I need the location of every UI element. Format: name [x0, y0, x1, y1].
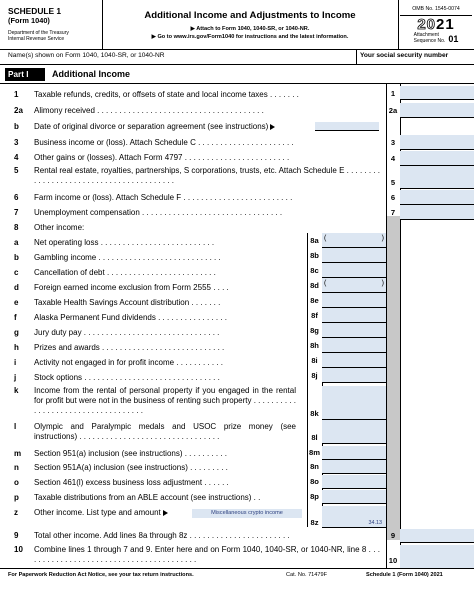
line-text: Section 461(l) excess business loss adjustment . . . . . . [34, 478, 229, 487]
line-7 [0, 208, 474, 223]
line-8m-amount[interactable] [322, 446, 386, 460]
tax-year [400, 16, 472, 33]
line-5 [0, 166, 474, 188]
line-8e-amount[interactable] [322, 293, 386, 308]
part-header [0, 65, 474, 84]
arrow-icon [163, 510, 168, 516]
footer-form-id-text: Schedule 1 (Form 1040) 2021 [366, 572, 443, 578]
line-number: 4 [14, 153, 19, 162]
close-paren: ) [381, 235, 384, 242]
line-text: Gambling income . . . . . . . . . . . . . . . . . . . . . . . . . . . . [34, 253, 221, 262]
line-text: Alimony received . . . . . . . . . . . . . . . . . . . . . . . . . . . . . . . . . . . . . . [34, 106, 264, 115]
line-text: Other gains or (losses). Attach Form 4797 . . . . . . . . . . . . . . . . . . . . . . . . [34, 153, 290, 162]
line-box: 9 [390, 531, 396, 540]
line-text: Foreign earned income exclusion from Form 2555 . . . . [34, 283, 229, 292]
line-3-amount[interactable] [400, 135, 474, 150]
line-text: Prizes and awards . . . . . . . . . . . . . . . . . . . . . . . . . . . . [34, 343, 225, 352]
line-text: Unemployment compensation . . . . . . . . . . . . . . . . . . . . . . . . . . . . . . . . [34, 208, 283, 217]
line-8z-amount-value: 34.13 [368, 520, 382, 526]
line-box: 8l [311, 433, 318, 442]
line-8n-amount[interactable] [322, 460, 386, 474]
line-letter: i [14, 358, 17, 367]
line-box: 8a [310, 236, 319, 245]
line-box: 10 [388, 556, 398, 565]
line-box: 5 [390, 178, 396, 187]
line-8n [0, 463, 474, 478]
line-box: 4 [390, 154, 396, 163]
line-8z-amount[interactable] [322, 506, 386, 528]
line-letter: a [14, 238, 19, 247]
line-8g [0, 328, 474, 343]
line-letter: k [14, 386, 19, 395]
part-title: Additional Income [52, 69, 131, 79]
line-8c [0, 268, 474, 283]
line-8a [0, 235, 474, 253]
line-text: Business income or (loss). Attach Schedule C . . . . . . . . . . . . . . . . . . . . . . [34, 138, 294, 147]
line-text: Stock options . . . . . . . . . . . . . . . . . . . . . . . . . . . . . . . [34, 373, 220, 382]
arrow-icon [270, 124, 275, 130]
line-letter: j [14, 373, 17, 382]
attachment-label: Attachment [413, 32, 439, 38]
omb-block [400, 6, 472, 44]
line-8c-amount[interactable] [322, 263, 386, 278]
line-7-amount[interactable] [400, 205, 474, 220]
line-box: 8h [310, 341, 319, 350]
line-box: 8b [310, 251, 319, 260]
form-header [0, 0, 474, 50]
header-divider [398, 0, 399, 50]
line-text: Alaska Permanent Fund dividends . . . . . . . . . . . . . . . . [34, 313, 227, 322]
line-4-amount[interactable] [400, 151, 474, 166]
line-box: 1 [390, 89, 396, 98]
name-row [0, 50, 474, 65]
department-name: Department of the Treasury [8, 30, 69, 36]
line-box: 8e [310, 296, 319, 305]
sequence-block [400, 33, 472, 44]
line-2a [0, 106, 474, 121]
line-10-amount[interactable] [400, 545, 474, 568]
line-8h-amount[interactable] [322, 338, 386, 353]
line-box: 8o [310, 477, 319, 486]
line-text: Section 951A(a) inclusion (see instructions) . . . . . . . . . [34, 463, 228, 472]
line-number: 6 [14, 193, 19, 202]
sequence-number: 01 [448, 33, 459, 44]
schedule-title: SCHEDULE 1 [8, 6, 62, 16]
line-text: Olympic and Paralympic medals and USOC prize money (see instructions) . . . . . . . . . . . . . . . . . . . . . . . . . . . . . . . . [34, 422, 296, 441]
line-text: Total other income. Add lines 8a through 8z . . . . . . . . . . . . . . . . . . . . . . . [34, 531, 290, 540]
department [8, 30, 100, 42]
line-box: 8p [310, 492, 319, 501]
part-badge: Part I [5, 68, 45, 81]
line-number: 2a [14, 106, 23, 115]
line-text: Taxable refunds, credits, or offsets of state and local income taxes . . . . . . . [34, 90, 299, 99]
line-letter: b [14, 253, 19, 262]
goto-instruction: ▶ Go to www.irs.gov/Form1040 for instructions and the latest information. [151, 33, 349, 40]
line-8b [0, 253, 474, 268]
line-letter: d [14, 283, 19, 292]
line-text: Net operating loss . . . . . . . . . . . . . . . . . . . . . . . . . . [34, 238, 215, 247]
line-6-amount[interactable] [400, 190, 474, 205]
attach-instruction: ▶ Attach to Form 1040, 1040-SR, or 1040-NR. [190, 26, 310, 32]
line-box: 7 [390, 208, 396, 217]
line-1-amount[interactable] [400, 86, 474, 100]
line-9 [0, 531, 474, 545]
line-8f [0, 313, 474, 328]
line-letter: h [14, 343, 19, 352]
form-footer [0, 568, 474, 582]
line-8l-amount[interactable] [322, 420, 386, 444]
line-text [34, 508, 168, 518]
line-number: 1 [14, 90, 19, 99]
line-8k [0, 386, 474, 420]
line-text: Farm income or (loss). Attach Schedule F . . . . . . . . . . . . . . . . . . . . . . . . . [34, 193, 293, 202]
line-2a-amount[interactable] [400, 103, 474, 118]
line-box: 8m [309, 448, 320, 457]
line-8o [0, 478, 474, 493]
line-5-amount[interactable] [400, 166, 474, 189]
line-text: Activity not engaged in for profit income . . . . . . . . . . . [34, 358, 223, 367]
line-number: 10 [14, 545, 23, 554]
line-8m [0, 449, 474, 464]
open-paren: ( [324, 235, 327, 242]
line-8l [0, 422, 474, 444]
line-8i-amount[interactable] [322, 353, 386, 368]
year-suffix: 21 [436, 16, 455, 33]
line-letter: c [14, 268, 19, 277]
irs-name: Internal Revenue Service [8, 36, 65, 43]
line-box: 2a [388, 106, 398, 115]
line-text: Jury duty pay . . . . . . . . . . . . . . . . . . . . . . . . . . . . . . . [34, 328, 220, 337]
line-text: Income from the rental of personal property if you engaged in the rental for profit but were not in the business of renting such property . . . . . . . . . . . . . . . . . . . . . . . . . . . . . . . . . . . [34, 386, 296, 415]
line-box: 8c [310, 266, 319, 275]
line-8e [0, 298, 474, 313]
form-title: Additional Income and Adjustments to Income [144, 10, 356, 21]
line-text: Taxable distributions from an ABLE account (see instructions) . . [34, 493, 261, 502]
open-paren: ( [324, 280, 327, 287]
line-8a-amount[interactable] [322, 233, 386, 248]
line-number: 9 [14, 531, 19, 540]
name-field-label: Name(s) shown on Form 1040, 1040-SR, or 1040-NR [8, 52, 165, 59]
line-box: 8d [310, 281, 319, 290]
line-letter: o [14, 478, 19, 487]
omb-number: OMB No. 1545-0074 [400, 6, 472, 16]
line-8p-amount[interactable] [322, 490, 386, 504]
line-box: 8z [310, 518, 319, 527]
footer-cat-number: Cat. No. 71479F [286, 572, 328, 578]
line-text: Rental real estate, royalties, partnerships, S corporations, trusts, etc. Attach Schedule E . . . . . . . . . . . . . . . . . . . . . . . . . . . . . . . . . . . . . . . . [34, 166, 380, 185]
line-letter: m [14, 449, 22, 458]
line-text: Combine lines 1 through 7 and 9. Enter here and on Form 1040, 1040-SR, or 1040-NR, line 8 . . . . . . . . . . . . . . . . . . . . . . . . . . . . . . . . . . . . . . . . [34, 545, 380, 564]
line-8z [0, 508, 474, 528]
line-box: 8j [311, 371, 318, 380]
line-8 [0, 223, 474, 235]
line-letter: n [14, 463, 19, 472]
close-paren: ) [381, 280, 384, 287]
line-text [34, 122, 275, 132]
line-8d-amount[interactable] [322, 278, 386, 293]
line-8j-amount[interactable] [322, 368, 386, 383]
line-8k-amount[interactable] [322, 386, 386, 420]
line-letter: z [14, 508, 18, 517]
line-letter: g [14, 328, 19, 337]
year-prefix: 20 [417, 16, 436, 33]
line-8o-amount[interactable] [322, 475, 386, 489]
line-text: Cancellation of debt . . . . . . . . . . . . . . . . . . . . . . . . . [34, 268, 216, 277]
line-8z-text: Other income. List type and amount [34, 508, 161, 517]
line-8h [0, 343, 474, 358]
line-text: Taxable Health Savings Account distribution . . . . . . . [34, 298, 221, 307]
line-text: Other income: [34, 223, 85, 232]
line-number: b [14, 122, 19, 131]
footer-form-id [366, 572, 443, 578]
line-8i [0, 358, 474, 373]
line-box: 6 [390, 193, 396, 202]
line-8p [0, 493, 474, 508]
line-box: 3 [390, 138, 396, 147]
line-8g-amount[interactable] [322, 323, 386, 338]
line-letter: e [14, 298, 19, 307]
sequence-labels [414, 33, 446, 44]
line-8b-amount[interactable] [322, 248, 386, 263]
line-box: 8f [311, 311, 318, 320]
line-2b-text: Date of original divorce or separation agreement (see instructions) [34, 122, 269, 131]
schedule-id-block [8, 6, 100, 42]
line-number: 7 [14, 208, 19, 217]
line-text: Section 951(a) inclusion (see instructions) . . . . . . . . . . [34, 449, 227, 458]
line-box: 8k [310, 409, 319, 418]
line-box: 8n [310, 462, 319, 471]
line-8f-amount[interactable] [322, 308, 386, 323]
footer-notice: For Paperwork Reduction Act Notice, see your tax return instructions. [8, 572, 194, 578]
line-8d [0, 280, 474, 298]
line-box: 8i [311, 356, 318, 365]
divorce-date-input[interactable] [315, 122, 379, 131]
line-number: 3 [14, 138, 19, 147]
name-divider [356, 50, 357, 65]
title-block [102, 10, 398, 41]
line-box: 8g [310, 326, 319, 335]
line-number: 5 [14, 166, 19, 175]
sequence-label: Sequence No. [413, 37, 446, 44]
line-10 [0, 545, 474, 567]
schedule-form: (Form 1040) [8, 16, 50, 25]
line-letter: l [14, 422, 17, 431]
ssn-field-label: Your social security number [360, 52, 449, 59]
line-letter: p [14, 493, 19, 502]
line-number: 8 [14, 223, 19, 232]
other-income-type-field[interactable]: Miscellaneous crypto income [192, 509, 302, 518]
line-letter: f [14, 313, 17, 322]
line-9-amount[interactable] [400, 529, 474, 543]
